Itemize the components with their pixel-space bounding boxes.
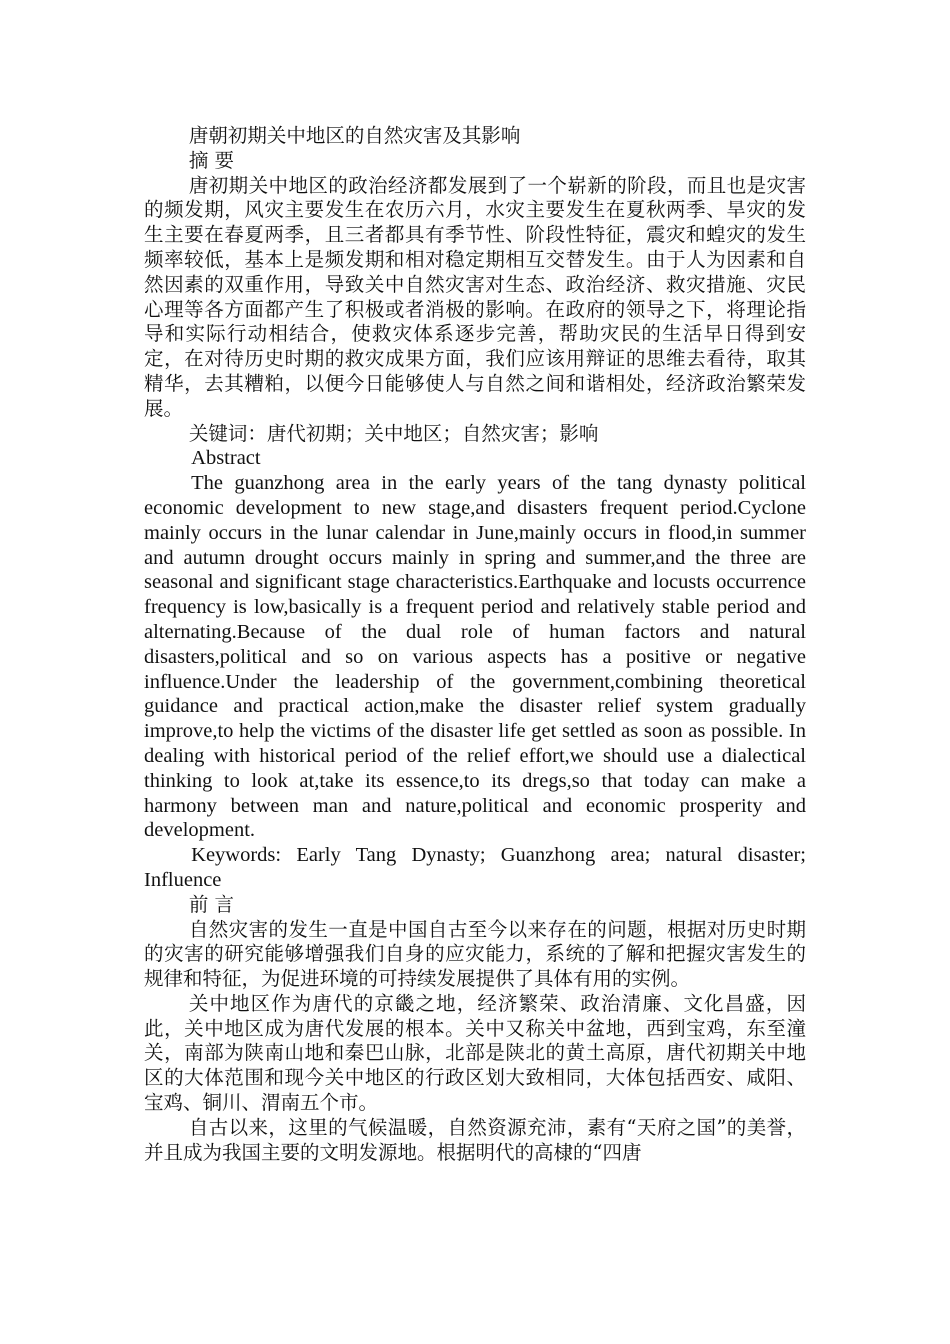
preface-paragraph-3: 自古以来，这里的气候温暖，自然资源充沛，素有“天府之国”的美誉，并且成为我国主要的文明发源地。根据明代的高棣的“四唐 bbox=[144, 1115, 806, 1164]
abstract-cn-heading: 摘 要 bbox=[188, 148, 235, 172]
preface-heading: 前 言 bbox=[188, 892, 235, 916]
document-page bbox=[144, 124, 806, 1165]
document-title: 唐朝初期关中地区的自然灾害及其影响 bbox=[188, 124, 521, 147]
preface-paragraph-1: 自然灾害的发生一直是中国自古至今以来存在的问题，根据对历史时期的灾害的研究能够增强我们自身的应灾能力，系统的了解和把握灾害发生的规律和特征，为促进环境的可持续发展提供了具体有用的实例。 bbox=[144, 917, 806, 991]
preface-paragraph-2: 关中地区作为唐代的京畿之地，经济繁荣、政治清廉、文化昌盛，因此，关中地区成为唐代发展的根本。关中又称关中盆地，西到宝鸡，东至潼关，南部为陕南山地和秦巴山脉，北部是陕北的黄土高原，唐代初期关中地区的大体范围和现今关中地区的行政区划大致相同，大体包括西安、咸阳、宝鸡、铜川、渭南五个市。 bbox=[144, 991, 806, 1115]
abstract-en-heading: Abstract bbox=[191, 447, 261, 470]
keywords-cn: 关键词：唐代初期；关中地区；自然灾害；影响 bbox=[188, 421, 599, 445]
keywords-en: Keywords: Early Tang Dynasty; Guanzhong area; natural disaster; Influence bbox=[144, 844, 806, 891]
abstract-cn-paragraph: 唐初期关中地区的政治经济都发展到了一个崭新的阶段，而且也是灾害的频发期，风灾主要发生在农历六月，水灾主要发生在夏秋两季、旱灾的发生主要在春夏两季，且三者都具有季节性、阶段性特征，震灾和蝗灾的发生频率较低，基本上是频发期和相对稳定期相互交替发生。由于人为因素和自然因素的双重作用，导致关中自然灾害对生态、政治经济、救灾措施、灾民心理等各方面都产生了积极或者消极的影响。在政府的领导之下，将理论指导和实际行动相结合，使救灾体系逐步完善，帮助灾民的生活早日得到安定，在对待历史时期的救灾成果方面，我们应该用辩证的思维去看待，取其精华，去其糟粕，以便今日能够使人与自然之间和谐相处，经济政治繁荣发展。 bbox=[144, 173, 806, 420]
abstract-en-paragraph: The guanzhong area in the early years of the tang dynasty political economic development to new stage,and disasters frequent period.Cyclone mainly occurs in the lunar calendar in June,mainly occurs in flood,in summer and autumn drought occurs mainly in spring and summer,and the three are seasonal and significant stage characteristics.Earthquake and locusts occurrence frequency is low,basically is a frequent period and relatively stable period and alternating.Because of the dual role of human factors and natural disasters,political and so on various aspects has a positive or negative influence.Under the leadership of the government,combining theoretical guidance and practical action,make the disaster relief system gradually improve,to help the victims of the disaster life get settled as soon as possible. In dealing with historical period of the relief effort,we should use a dialectical thinking to look at,take its essence,to its dregs,so that today can make a harmony between man and nature,political and economic prosperity and development. bbox=[144, 472, 806, 842]
